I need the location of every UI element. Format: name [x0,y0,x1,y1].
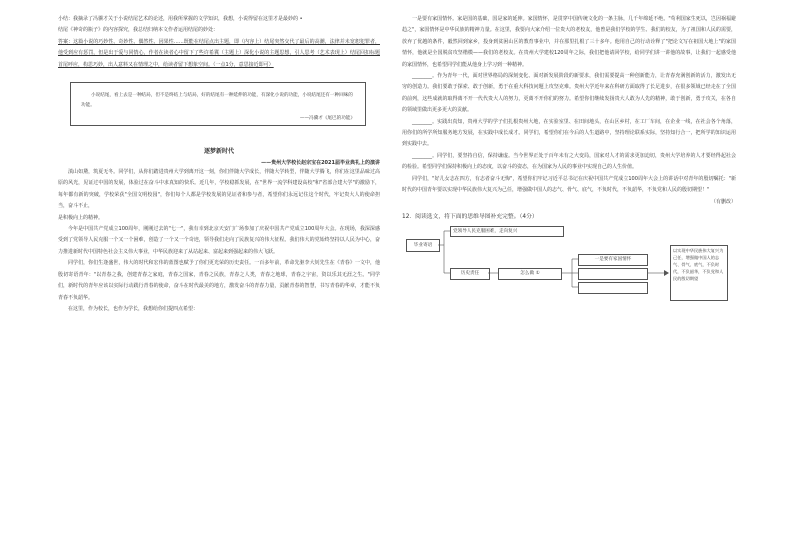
question-12: 12．阅读选文，将下面的思维导图补充完整。（4分） [402,213,538,220]
answer-text: 答案：这篇小说的巧妙性、奇妙性、偶然性、因果性……既能在结尾点出主题，即（内容上）结尾突然交代了最后的高潮，法律并未宽恕犯罪者，他受到应有惩罚，但是出于爱与同情心，作者在读者心中留下了些许希冀（主题上）深化小说的主题思想，引人思考（艺术表现上）结尾回扣标题首尾呼应，构思巧妙，出人意料又在情理之中，给读者留下想象空间。（一点1分，意思接近即可） [58,38,380,68]
mind-map-root: 毕业寄语 [406,239,440,252]
left-column [58,14,380,315]
mind-map-item1: 一是要有家国情怀 [578,254,648,266]
paragraph: 是积极向上的精神。 [58,214,104,221]
article-title: 逐梦新时代 [203,148,234,156]
intro-text-2: 结尾《神奇的瓶子》的内容探究，我总结归纳本文作者运用结尾的妙处： [58,27,219,34]
paragraph: 今年是中国共产党成立100周年，刚刚过去的"七一"，我有幸到北京天安门广场参加了庆祝中国共产党成立100周年大会。在现场，我深深感受到了党领导人民克服一个又一个困难，创造了一个又一个奇迹，领导我们走向了民族复兴的伟大征程。我们伟大的党始终坚持以人民为中心，奋力推进新时代中国特色社会主义伟大事业，中华民族迎来了从站起来、富起来到强起来的伟大飞跃。 [58,226,380,255]
bullet-mark: • [299,16,303,22]
paragraph: 一是要有家国情怀。家是国的基础，国是家的延伸。家国情怀，是贯穿中国传统文化的一条主脉，几千年绵延不绝。"苟利国家生死以，岂因祸福避趋之"，家国情怀是中华民族的精神力量。在这里，我要向大家介绍一位贵大的老校友，他曾是我们学校的学生、我们的校友，为了祖国和人民的需要，放弃了优越的条件，毅然回到家乡，投身到贫困山区的教育事业中，并在那里扎根了三十多年。他用自己的行动诠释了"把论文写在祖国大地上"的家国情怀，他就是全国脱贫攻坚楷模——我们的老校友。在贵州大学建校120周年之际，我们把他请回学校，给同学们讲一讲他的故事，让我们一起感受他的家国情怀，也希望同学们能从他身上学习到一种精神。 [402,16,736,68]
paragraph: 滇山如黛，筑夏无冬。同学们，从你们踏进贵州大学到离开这一刻，你们伴随大学成长，伴随大学转型，伴随大学腾飞，你们在这里品味过高原的风光，见证过中国的发展，体验过在奋斗中求真知的快乐。近几年，学校稳抓发展，在"世界一流学科建设高校"和"省部合建大学"的激励下，每年都有新的突破，学校荣获"全国文明校园"，你们每个人都是学校发展的见证者和参与者，希望你们永远记住这个时代，牢记贵大人的使命担当，奋斗不止， [58,169,380,210]
quote-source: ——冯骥才《尾巴的功能》 [299,116,355,122]
paragraph: 同学们，你们生逢盛世，伟大的时代和宏伟的蓝图也赋予了你们更光荣的历史责任。一百多年前，革命先驱李大钊先生在《青春》一文中，他殷切寄语青年："以青春之我，创建青春之家庭，青春之国家，青春之民族，青春之人类，青春之地球，青春之宇宙，资以乐其无涯之生。"同学们，新时代的青年应该以实际行动践行青春的使命，奋斗在时代最美的地方，激发奋斗的青春力量，贡献青春的智慧，书写青春的华章，才能不负青春不负韶华。 [58,260,380,301]
mind-map-top: 党领导人民克服困难，走向复兴 [450,226,564,237]
quote-box [70,82,366,126]
closing-paragraph: 同学们，"好儿女志在四方，有志者奋斗无悔"，希望你们牢记习近平总书记在庆祝中国共产党成立100周年大会上的讲话中对青年的殷切嘱托："新时代的中国青年要以实现中华民族伟大复兴为己任，增强做中国人的志气、骨气、底气，不负时代，不负韶华，不负党和人民的殷切期望！" [402,175,736,194]
paragraph: ________。作为青年一代，面对世界格局的深刻变化、面对新发展阶段的新要求，我们需要提高一种创新能力，让青春充满创新的活力，激发出无穷的创造力。我们要敢于探索、敢于创新，勇于在重大科技问题上攻坚克难。贵州大学近年来在科研方面取得了长足进步，在很多领域已经走在了全国的前列，这些成就的取得离不开一代代贵大人的努力，更离不开你们的努力。希望你们继续发扬贵大人敢为人先的精神，敢于创新，勇于攻关，在各自的领域里做出更多更大的贡献。 [402,73,736,114]
mind-map-right-box: 以实现中华民族伟大复兴为己任，增强做中国人的志气、骨气、底气，不负时代，不负韶华，不负党和人民的殷切期望 [670,245,728,301]
intro-text: 小结：我摘录了冯骥才关于小说结尾艺术的论述，用我所掌握的文学知识，我想，小说得留在这里才是最妙的 • [58,16,303,22]
article-subtitle: ——贵州大学校长赵宗宝在2021届毕业典礼上的演讲 [261,160,380,167]
paragraph: 在这里，作为校长，也作为学长，我想给你们提四点希望： [68,305,199,312]
paragraph: ________。同学们，要坚持自信，保持谦虚。当今世界正处于百年未有之大变局，国家对人才的需求更加迫切，贵州大学培养的人才要经得起社会的检验。希望同学们保持积极向上的态度，以奋斗的姿态，在为国家为人民的事业中实现自己的人生价值。 [402,152,736,171]
mind-map-hope: 怎么做 ① [498,268,562,280]
right-column [402,14,736,307]
mind-map-blank-3 [578,282,648,294]
quote-text: 小说结尾，看上去是一种结局，但不是终结上与结局，好的结尾有一种延伸的功能，有深化小说的功能，小说结尾还有一种回味的功能。 [81,93,353,109]
mind-map-history: 历史责任 [450,268,490,280]
paragraph: ________。实践出真知，贵州大学的学子们扎根贵州大地，在实验室里、在田间地头，在山区乡村，在工厂车间，在企业一线，在社会各个角落，用你们的所学所知服务地方发展，在实践中成长成才。同学们，希望你们在今后的人生道路中，坚持理论联系实际，坚持知行合一，把所学的知识运用到实践中去。 [402,118,736,148]
source-note: （有删改） [710,198,736,205]
mind-map-blank-2 [578,268,648,280]
mind-map [402,223,736,307]
